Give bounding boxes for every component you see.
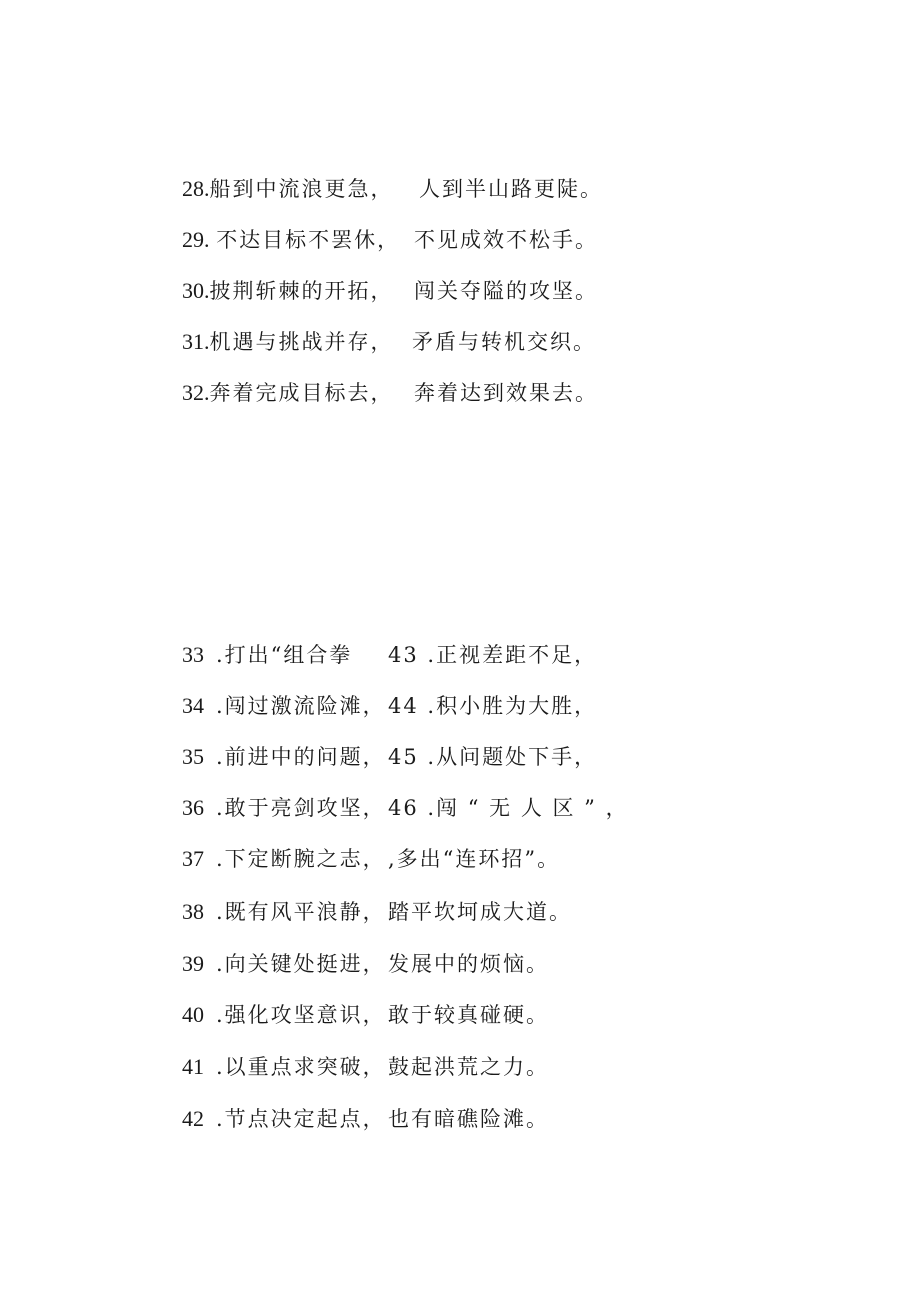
item-number: 30. — [182, 278, 210, 303]
phrase-first: .打出“组合拳 — [216, 643, 353, 667]
phrase-second: 人到半山路更陡。 — [419, 177, 603, 201]
phrase-second: 奔着达到效果去。 — [414, 381, 598, 405]
phrase-second: 46 .闯 “ 无 人 区 ” ， — [388, 796, 629, 820]
phrase-first: .前进中的问题， — [216, 745, 386, 769]
phrase-first: .下定断腕之志， — [216, 847, 386, 871]
item-number: 31. — [182, 329, 210, 354]
item-number: 29. — [182, 227, 210, 252]
phrase-first: 披荆斩棘的开拓， — [209, 279, 394, 303]
phrase-first: 机遇与挑战并存， — [209, 330, 394, 354]
phrase-second: 43 .正视差距不足， — [388, 643, 598, 667]
phrase-first: .以重点求突破， — [216, 1055, 386, 1079]
item-number: 40 — [182, 1002, 204, 1027]
item-number: 38 — [182, 899, 204, 924]
list-item — [182, 175, 603, 203]
phrase-second: 45 .从问题处下手， — [388, 745, 598, 769]
phrase-second: 闯关夺隘的攻坚。 — [414, 279, 598, 303]
item-number: 36 — [182, 795, 204, 820]
phrase-second: ,多出“连环招”。 — [388, 847, 561, 871]
phrase-second: 矛盾与转机交织。 — [412, 330, 596, 354]
phrase-first: .闯过激流险滩， — [216, 694, 386, 718]
list-item — [182, 328, 596, 356]
item-number: 34 — [182, 693, 204, 718]
item-number: 42 — [182, 1106, 204, 1131]
phrase-second: 鼓起洪荒之力。 — [388, 1055, 549, 1079]
phrase-second: 44 .积小胜为大胜， — [388, 694, 598, 718]
phrase-first: .节点决定起点， — [216, 1107, 386, 1131]
phrase-first: .敢于亮剑攻坚， — [216, 796, 386, 820]
list-item — [182, 277, 598, 305]
phrase-second: 也有暗礁险滩。 — [388, 1107, 549, 1131]
phrase-second: 不见成效不松手。 — [414, 228, 598, 252]
phrase-first: .强化攻坚意识， — [216, 1003, 386, 1027]
item-number: 33 — [182, 642, 204, 667]
phrase-first: 船到中流浪更急， — [209, 177, 394, 201]
item-number: 39 — [182, 951, 204, 976]
phrase-first: 奔着完成目标去， — [209, 381, 394, 405]
item-number: 35 — [182, 744, 204, 769]
item-number: 32. — [182, 380, 210, 405]
phrase-first: 不达目标不罢休， — [216, 228, 401, 252]
phrase-second: 发展中的烦恼。 — [388, 952, 549, 976]
item-number: 28. — [182, 176, 210, 201]
phrase-first: .向关键处挺进， — [216, 952, 386, 976]
phrase-first: .既有风平浪静， — [216, 900, 386, 924]
list-item — [182, 379, 598, 407]
item-number: 37 — [182, 846, 204, 871]
phrase-second: 敢于较真碰硬。 — [388, 1003, 549, 1027]
list-item — [182, 226, 598, 254]
phrase-second: 踏平坎坷成大道。 — [388, 900, 572, 924]
item-number: 41 — [182, 1054, 204, 1079]
